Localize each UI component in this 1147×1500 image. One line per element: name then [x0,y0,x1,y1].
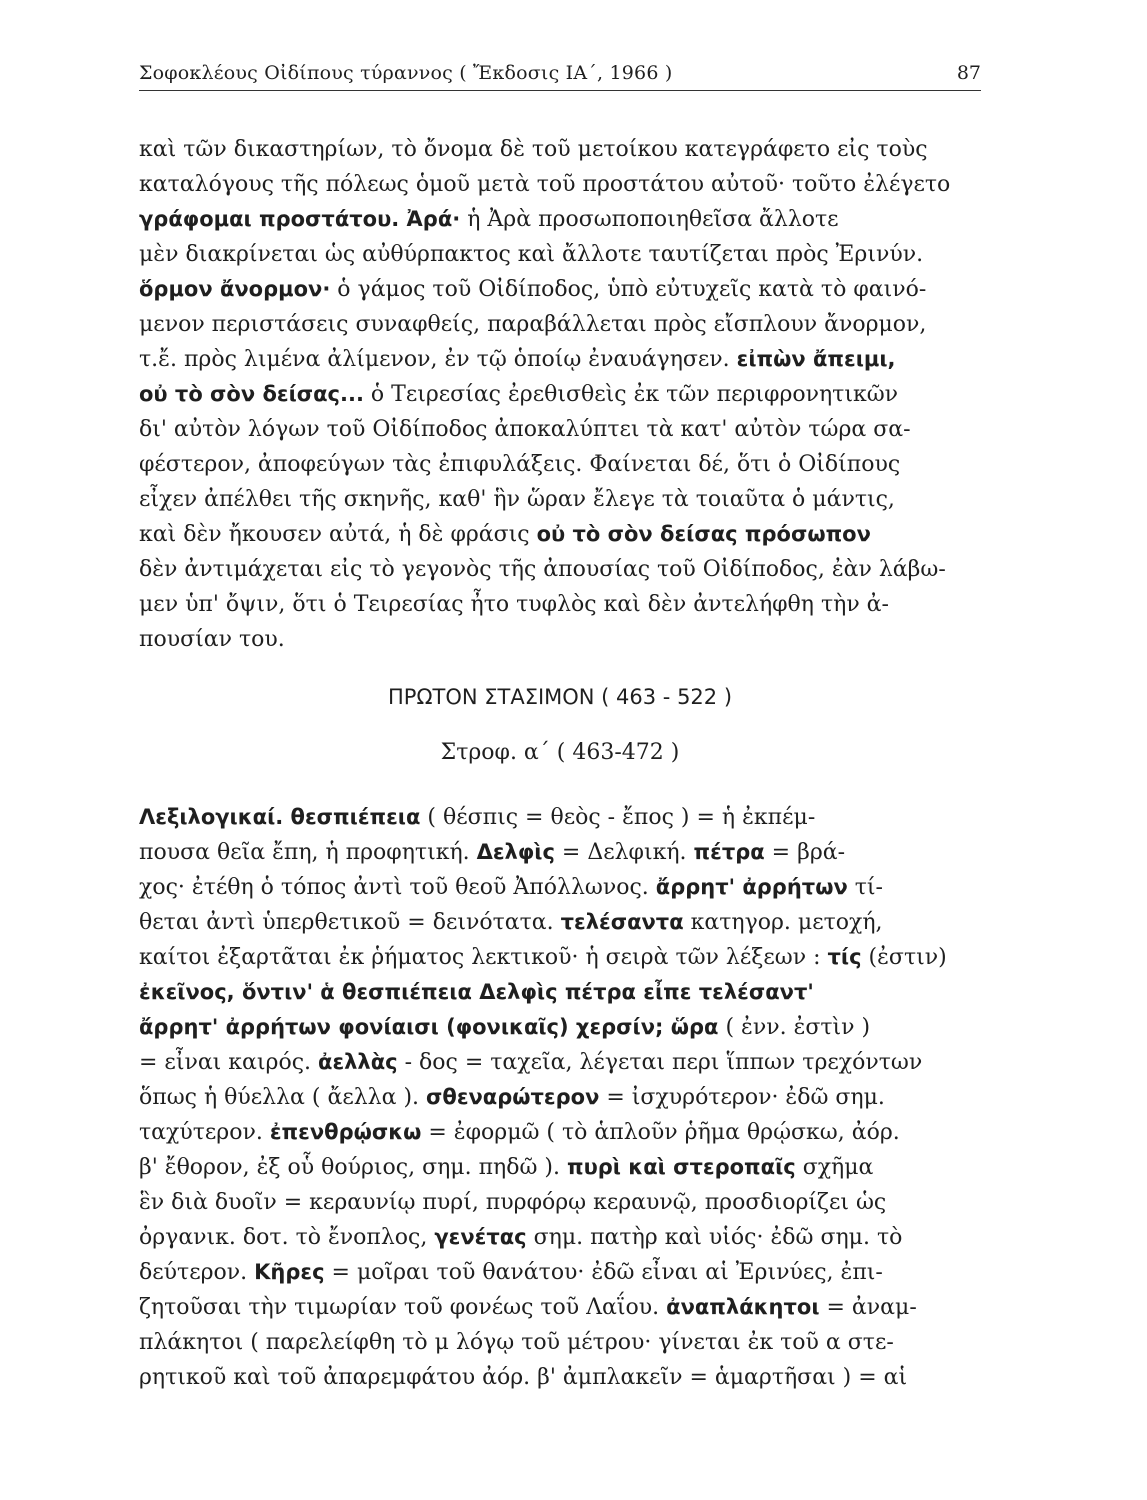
bold-term: ἀελλὰς [318,1050,398,1074]
text-line [139,1185,989,1220]
text-line [139,940,989,975]
text-run: - δος = ταχεῖα, λέγεται περι ἵππων τρεχόντων [397,1050,923,1075]
bold-term: εἰπὼν ἄπειμι, [736,347,896,371]
text-line [139,377,989,412]
text-run: = ἰσχυρότερον· ἐδῶ σημ. [599,1085,885,1110]
bold-term: Δελφὶς [476,840,555,864]
text-run: ρητικοῦ καὶ τοῦ ἀπαρεμφάτου ἀόρ. β' ἀμπλακεῖν = ἁμαρτῆσαι ) = αἱ [139,1365,908,1390]
text-line [139,975,989,1010]
text-line [139,1360,989,1395]
text-line [139,587,989,622]
text-run: μενον περιστάσεις συναφθείς, παραβάλλεται πρὸς εἴσπλουν ἄνορμον, [139,312,927,337]
text-run: ὅπως ἡ θύελλα ( ἄελλα ). [139,1085,427,1110]
text-run: δεύτερον. [139,1260,255,1285]
bold-term: τίς [827,945,862,969]
text-line [139,905,989,940]
bold-term: γράφομαι προστάτου. Ἀρά· [139,207,461,231]
text-line [139,342,989,377]
text-line [139,307,989,342]
text-line [139,1010,989,1045]
text-line [139,482,989,517]
text-run: (ἐστιν) [861,945,947,970]
text-line [139,1080,989,1115]
text-line [139,870,989,905]
text-run: σημ. πατὴρ καὶ υἱός· ἐδῶ σημ. τὸ [526,1225,903,1250]
text-run: καὶ δὲν ἤκουσεν αὐτά, ἡ δὲ φράσις [139,522,537,547]
text-line [139,1115,989,1150]
text-run: ἡ Ἀρὰ προσωποποιηθεῖσα ἄλλοτε [460,207,839,232]
text-run: καίτοι ἐξαρτᾶται ἐκ ῥήματος λεκτικοῦ· ἡ σειρὰ τῶν λέξεων : [139,945,828,970]
text-run: φέστερον, ἀποφεύγων τὰς ἐπιφυλάξεις. Φαίνεται δέ, ὅτι ὁ Οἰδίπους [139,452,901,477]
bold-term: Κῆρες [254,1260,325,1284]
text-run: β' ἔθορον, ἐξ οὗ θούριος, σημ. πηδῶ ). [139,1155,567,1180]
text-line [139,1325,989,1360]
bold-term: ὅρμον ἄνορμον· [139,277,331,301]
text-run: δὲν ἀντιμάχεται εἰς τὸ γεγονὸς τῆς ἀπουσίας τοῦ Οἰδίποδος, ἐὰν λάβω- [139,557,946,582]
text-run: ὁ Τειρεσίας ἐρεθισθεὶς ἐκ τῶν περιφρονητικῶν [363,382,899,407]
bold-term: ἐπενθρῴσκω [269,1120,422,1144]
text-line [139,622,989,657]
text-run: κατηγορ. μετοχή, [683,910,883,935]
page-number: 87 [956,62,981,84]
bold-term: γενέτας [434,1225,527,1249]
text-line [139,447,989,482]
glossary-paragraph [139,800,989,1395]
text-run: δι' αὐτὸν λόγων τοῦ Οἰδίποδος ἀποκαλύπτει τὰ κατ' αὐτὸν τώρα σα- [139,417,911,442]
text-run: εἶχεν ἀπέλθει τῆς σκηνῆς, καθ' ἣν ὥραν ἔλεγε τὰ τοιαῦτα ὁ μάντις, [139,487,895,512]
text-line [139,272,989,307]
text-line [139,202,989,237]
text-run: μὲν διακρίνεται ὡς αὐθύρπακτος καὶ ἄλλοτε ταυτίζεται πρὸς Ἐρινύν. [139,242,924,267]
text-run: ὀργανικ. δοτ. τὸ ἔνοπλος, [139,1225,435,1250]
text-run: ( ἐνν. ἐστὶν ) [718,1015,871,1040]
bold-term: Λεξιλογικαί. θεσπιέπεια [139,805,421,829]
text-run: σχῆμα [795,1155,874,1180]
text-line [139,1045,989,1080]
text-line [139,1150,989,1185]
text-run: ( θέσπις = θεὸς - ἔπος ) = ἡ ἐκπέμ- [420,805,816,830]
text-run: θεται ἀντὶ ὑπερθετικοῦ = δεινότατα. [139,910,561,935]
text-line [139,1220,989,1255]
bold-term: οὐ τὸ σὸν δείσας πρόσωπον [536,522,871,546]
text-run: χος· ἐτέθη ὁ τόπος ἀντὶ τοῦ θεοῦ Ἀπόλλωνος. [139,875,656,900]
bold-term: πέτρα [693,840,765,864]
commentary-paragraph [139,132,989,657]
text-line [139,237,989,272]
text-run: = ἐφορμῶ ( τὸ ἁπλοῦν ῥῆμα θρῴσκω, ἀόρ. [421,1120,900,1145]
text-run: = βρά- [764,840,846,865]
text-run: = ἀναμ- [819,1295,917,1320]
strophe-heading: Στροφ. α΄ ( 463-472 ) [440,740,680,765]
text-line [139,1255,989,1290]
bold-term: ἄρρητ' ἀρρήτων φονίαισι (φονικαῖς) χερσίν; ὥρα [139,1015,719,1039]
text-run: πουσίαν του. [139,627,285,652]
text-line [139,800,989,835]
text-line [139,552,989,587]
bold-term: σθεναρώτερον [426,1085,600,1109]
text-run: = εἶναι καιρός. [139,1050,319,1075]
text-line [139,412,989,447]
bold-term: ἄρρητ' ἀρρήτων [655,875,848,899]
running-header [139,62,981,91]
bold-term: ἐκεῖνος, ὅντιν' ἁ θεσπιέπεια Δελφὶς πέτρα εἶπε τελέσαντ' [139,980,814,1004]
bold-term: τελέσαντα [560,910,684,934]
text-run: μεν ὑπ' ὄψιν, ὅτι ὁ Τειρεσίας ἦτο τυφλὸς καὶ δὲν ἀντελήφθη τὴν ἀ- [139,592,889,617]
text-run: = Δελφική. [554,840,694,865]
text-run: ἓν διὰ δυοῖν = κεραυνίῳ πυρί, πυρφόρῳ κεραυνῷ, προσδιορίζει ὡς [139,1190,887,1215]
text-run: καταλόγους τῆς πόλεως ὁμοῦ μετὰ τοῦ προστάτου αὐτοῦ· τοῦτο ἐλέγετο [139,172,951,197]
text-line [139,167,989,202]
bold-term: οὐ τὸ σὸν δείσας... [139,382,364,406]
text-run: τί- [847,875,883,900]
text-run: πουσα θεῖα ἔπη, ἡ προφητική. [139,840,477,865]
text-run: ζητοῦσαι τὴν τιμωρίαν τοῦ φονέως τοῦ Λαΐου. [139,1295,667,1320]
running-header-title: Σοφοκλέους Οἰδίπους τύραννος ( Ἔκδοσις ΙΑ΄, 1966 ) [139,62,673,84]
text-line [139,517,989,552]
text-run: πλάκητοι ( παρελείφθη τὸ μ λόγῳ τοῦ μέτρου· γίνεται ἐκ τοῦ α στε- [139,1330,894,1355]
text-line [139,1290,989,1325]
bold-term: πυρὶ καὶ στεροπαῖς [566,1155,796,1179]
text-run: καὶ τῶν δικαστηρίων, τὸ ὄνομα δὲ τοῦ μετοίκου κατεγράφετο εἰς τοὺς [139,137,928,162]
text-run: ὁ γάμος τοῦ Οἰδίποδος, ὑπὸ εὐτυχεῖς κατὰ τὸ φαινό- [330,277,927,302]
text-run: = μοῖραι τοῦ θανάτου· ἐδῶ εἶναι αἱ Ἐρινύες, ἐπι- [324,1260,883,1285]
section-heading: ΠΡΩΤΟΝ ΣΤΑΣΙΜΟΝ ( 463 - 522 ) [387,685,733,709]
text-line [139,132,989,167]
bold-term: ἀναπλάκητοι [666,1295,820,1319]
text-line [139,835,989,870]
text-run: τ.ἔ. πρὸς λιμένα ἀλίμενον, ἐν τῷ ὁποίῳ ἐναυάγησεν. [139,347,737,372]
text-run: ταχύτερον. [139,1120,270,1145]
